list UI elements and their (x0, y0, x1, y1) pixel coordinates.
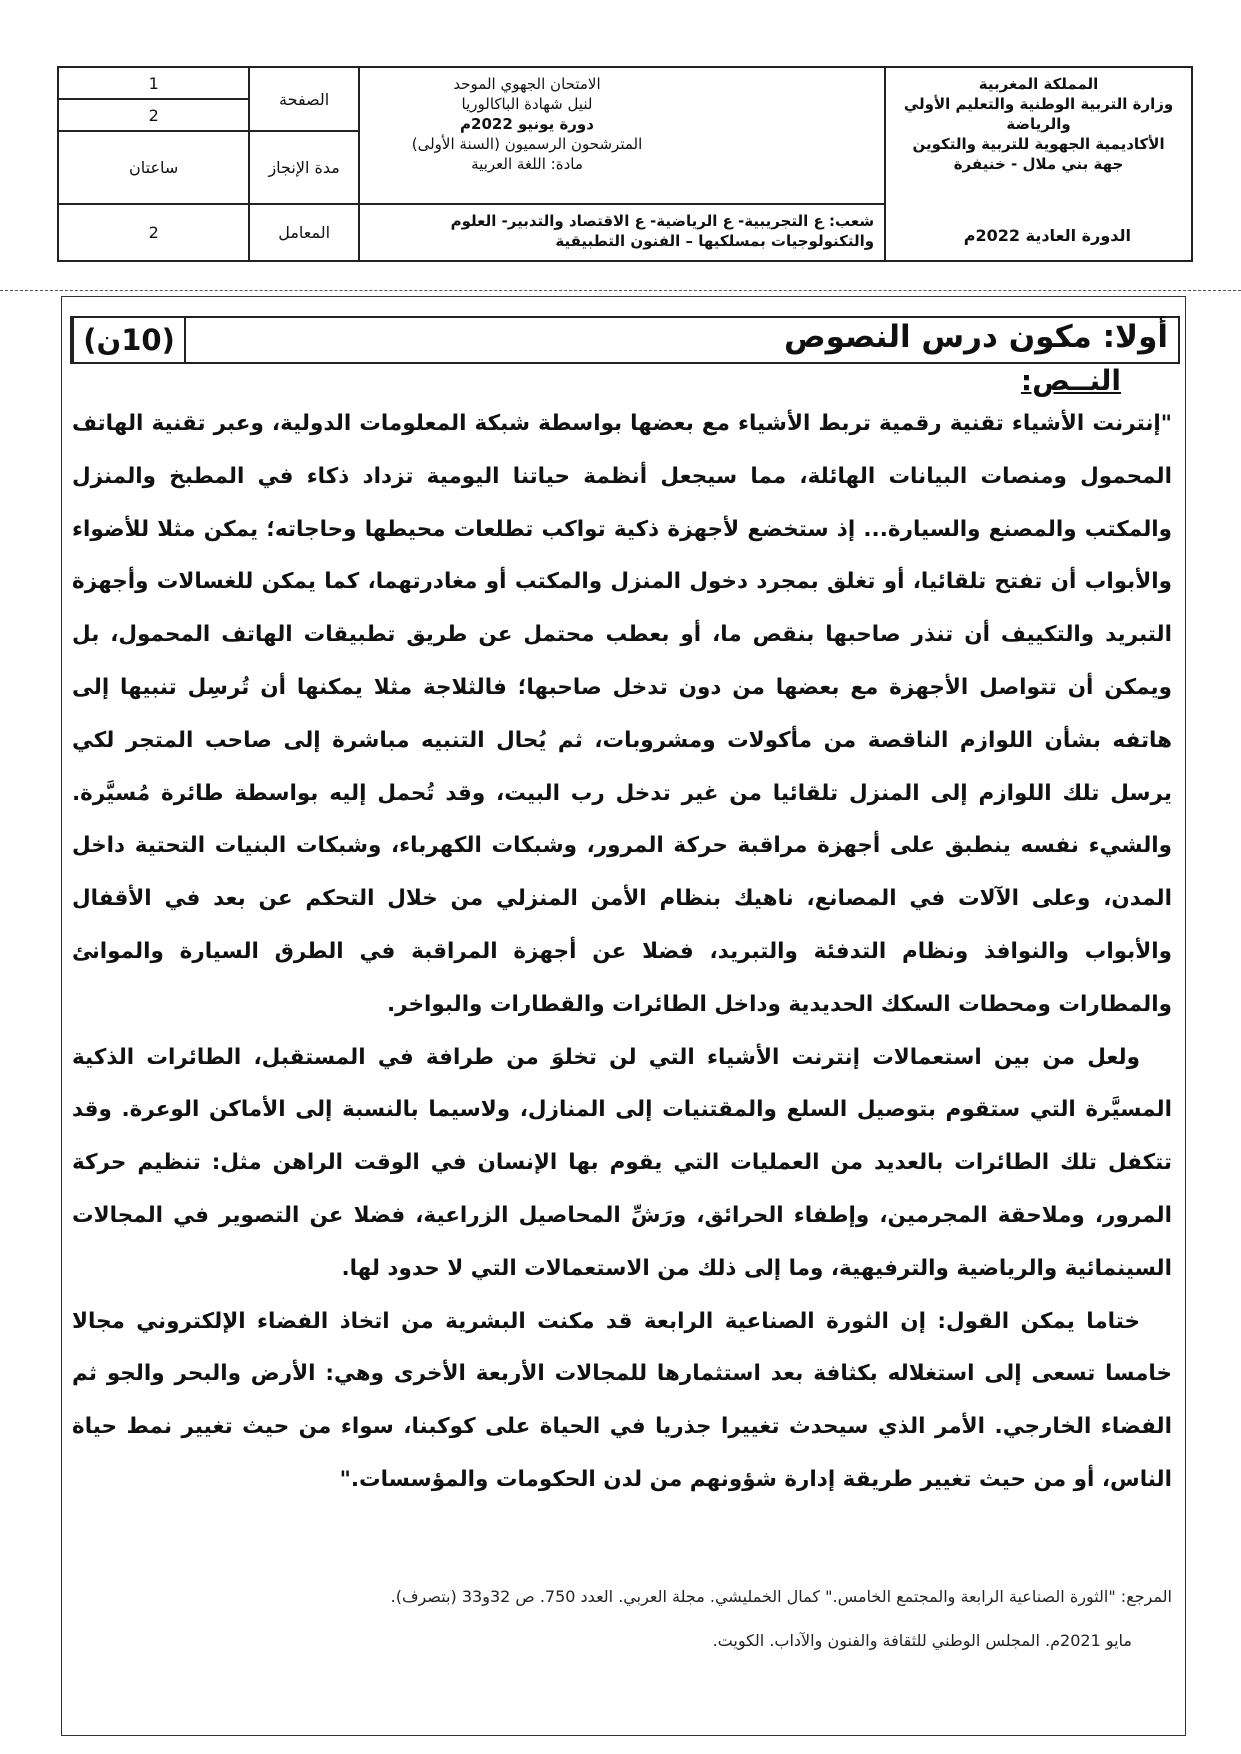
reference (150, 1575, 1172, 1663)
reference-line-2: مايو 2021م. المجلس الوطني للثقافة والفنون والآداب. الكويت. (712, 1631, 1132, 1650)
paragraph-1: "إنترنت الأشياء تقنية رقمية تربط الأشياء مع بعضها بواسطة شبكة المعلومات الدولية، وعبر تقنية الهاتف المحمول ومنصات البيانات الهائلة، مما سيجعل أنظمة حياتنا اليومية تزداد ذكاء في المطبخ والمنزل والمكتب والمصنع والسيارة... إذ ستخضع لأجهزة ذكية تواكب تطلعات محيطها وحاجاته؛ يمكن مثلا للأضواء والأبواب أن تفتح تلقائيا، أو تغلق بمجرد دخول المنزل والمكتب أو مغادرتهما، كما يمكن للغسالات وأجهزة التبريد والتكييف أن تنذر صاحبها بنقص ما، أو بعطب محتمل عن طريق تطبيقات الهاتف المحمول، بل ويمكن أن تتواصل الأجهزة مع بعضها من دون تدخل صاحبها؛ فالثلاجة مثلا يمكنها أن تُرسِل تنبيها إلى هاتفه بشأن اللوازم الناقصة من مأكولات ومشروبات، ثم يُحال التنبيه مباشرة إلى صاحب المتجر لكي يرسل تلك اللوازم إلى المنزل تلقائيا من غير تدخل رب البيت، وقد تُحمل إليه بواسطة طائرة مُسيَّرة. والشيء نفسه ينطبق على أجهزة مراقبة حركة المرور، وشبكات الكهرباء، وشبكات البنيات التحتية داخل المدن، وعلى الآلات في المصانع، ناهيك بنظام الأمن المنزلي من خلال التحكم عن بعد في الأقفال والأبواب والنوافذ ونظام التدفئة والتبريد، فضلا عن أجهزة المراقبة في الطرق السيارة والموانئ والمطارات ومحطات السكك الحديدية وداخل الطائرات والقطارات والبواخر. (72, 411, 1172, 1017)
exam-line-2: لنيل شهادة الباكالوريا (461, 95, 593, 113)
page-total: 2 (59, 100, 248, 132)
coef-label: المعامل (278, 223, 331, 242)
exam-header-table (57, 66, 1193, 262)
page-label: الصفحة (250, 68, 358, 132)
passage (72, 398, 1172, 1507)
org-line-3: والرياضة (1006, 115, 1071, 133)
section-title: أولا: مكون درس النصوص (783, 319, 1168, 355)
exam-line-1: الامتحان الجهوي الموحد (453, 75, 601, 93)
ministry-block (884, 68, 1191, 260)
section-score: (10ن) (72, 316, 186, 364)
labels-column (248, 68, 358, 260)
duration-value: ساعتان (59, 132, 248, 205)
duration-label: مدة الإنجاز (250, 132, 358, 205)
exam-line-5: مادة: اللغة العربية (471, 155, 583, 173)
session-label: الدورة العادية 2022م (963, 226, 1131, 245)
separator-line (0, 290, 1241, 291)
org-line-5: جهة بني ملال - خنيفرة (953, 155, 1124, 173)
org-line-4: الأكاديمية الجهوية للتربية والتكوين (912, 135, 1165, 153)
reference-line-1: المرجع: "الثورة الصناعية الرابعة والمجتمع الخامس." كمال الخمليشي. مجلة العربي. العدد 750. ص 32و33 (بتصرف). (390, 1587, 1172, 1606)
text-label: النــص: (1020, 364, 1121, 397)
org-line-1: المملكة المغربية (978, 75, 1099, 93)
section-header (70, 316, 1180, 364)
page-number: 1 (59, 68, 248, 100)
paragraph-3: ختاما يمكن القول: إن الثورة الصناعية الرابعة قد مكنت البشرية من اتخاذ الفضاء الإلكتروني مجالا خامسا تسعى إلى استغلاله بكثافة بعد استثمارها للمجالات الأربعة الأخرى وهي: الأرض والبحر والجو ثم الفضاء الخارجي. الأمر الذي سيحدث تغييرا جذريا في الحياة على كوكبنا، سواء من حيث تغيير نمط حياة الناس، أو من حيث تغيير طريقة إدارة شؤونهم من لدن الحكومات والمؤسسات." (72, 1308, 1172, 1492)
exam-line-3: دورة يونيو 2022م (460, 115, 594, 133)
streams-text: شعب: ع التجريبية- ع الرياضية- ع الاقتصاد والتدبير- العلوم والتكنولوجيات بمسلكيها – الفنون التطبيقية (450, 212, 875, 250)
exam-line-4: المترشحون الرسميون (السنة الأولى) (411, 135, 643, 153)
exam-info-block (358, 68, 884, 260)
values-column (59, 68, 248, 260)
paragraph-2: ولعل من بين استعمالات إنترنت الأشياء التي لن تخلوَ من طرافة في المستقبل، الطائرات الذكية المسيَّرة التي ستقوم بتوصيل السلع والمقتنيات إلى المنازل، ولاسيما بالنسبة إلى الأماكن الوعرة. وقد تتكفل تلك الطائرات بالعديد من العمليات التي يقوم بها الإنسان في الوقت الراهن مثل: تنظيم حركة المرور، وملاحقة المجرمين، وإطفاء الحرائق، ورَشِّ المحاصيل الزراعية، فضلا عن التصوير في المجالات السينمائية والرياضية والترفيهية، وما إلى ذلك من الاستعمالات التي لا حدود لها. (72, 1044, 1172, 1281)
org-line-2: وزارة التربية الوطنية والتعليم الأولي (903, 95, 1174, 113)
coef-value: 2 (148, 223, 159, 242)
